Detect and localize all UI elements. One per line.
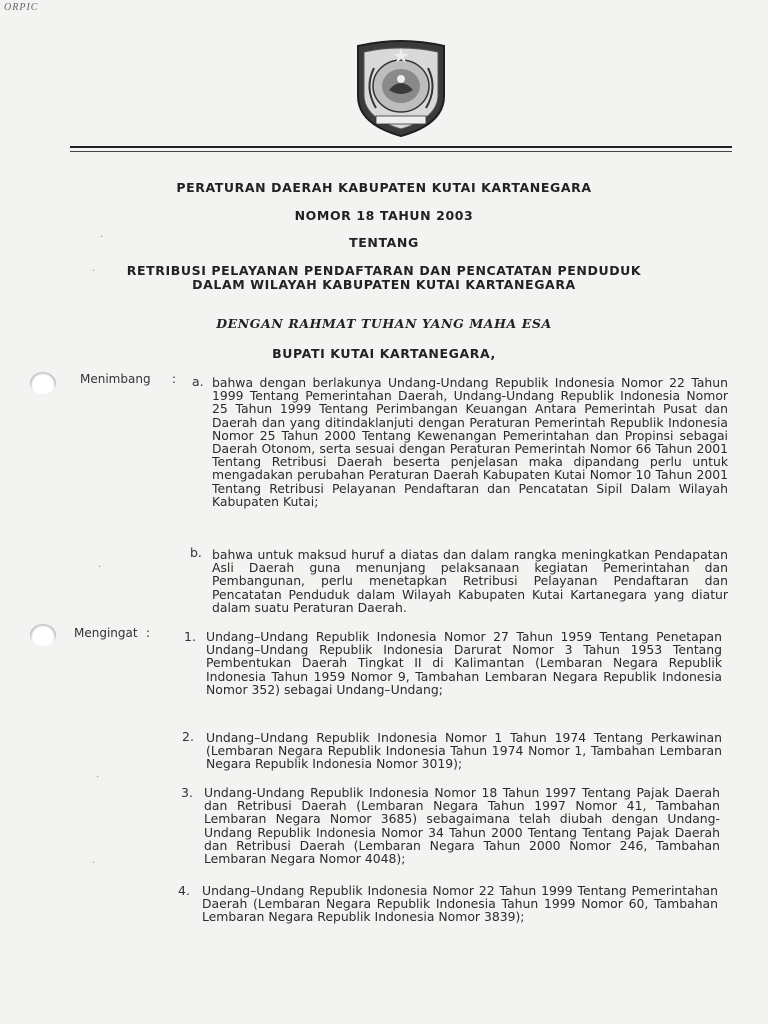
regulation-number: NOMOR 18 TAHUN 2003 (294, 208, 474, 223)
menimbang-item-a: bahwa dengan berlakunya Undang-Undang Republik Indonesia Nomor 22 Tahun 1999 Tentang Pemerintahan Daerah, Undang-Undang Republik Indonesia Nomor 25 Tahun 1999 Tentang Perimbangan Keuangan Antara Pemerintah Pusat dan Daerah dan yang ditindaklanjuti dengan Peraturan Pemerintah Republik Indonesia Nomor 25 Tahun 2000 Tentang Kewenangan Pemerintahan dan Propinsi sebagai Daerah Otonom, serta sesuai dengan Peraturan Pemerintah Nomor 66 Tahun 2001 Tentang Retribusi Daerah beserta penjelasan maka dipandang perlu untuk mengadakan perubahan Peraturan Daerah Kabupaten Kutai Nomor 10 Tahun 2001 Tentang Retribusi Pelayanan Pendaftaran dan Pencatatan Sipil Dalam Wilayah Kabupaten Kutai; (212, 375, 728, 509)
item-marker-a: a. (192, 374, 204, 389)
mengingat-item-3: Undang-Undang Republik Indonesia Nomor 18 Tahun 1997 Tentang Pajak Daerah dan Retribusi Daerah (Lembaran Negara Tahun 1997 Nomor 41, Tambahan Lembaran Negara Nomor 3685) sebagaimana telah diubah dengan Undang-Undang Republik Indonesia Nomor 34 Tahun 2000 Tentang Tentang Pajak Daerah dan Retribusi Daerah (Lembaran Negara Tahun 2000 Nomor 246, Tambahan Lembaran Negara Nomor 4048); (204, 785, 720, 867)
scan-margin-note: ORPIC (4, 2, 39, 13)
scan-speck: · (98, 562, 102, 573)
item-marker-2: 2. (182, 729, 194, 744)
menimbang-label: Menimbang (80, 372, 151, 386)
regulation-title: PERATURAN DAERAH KABUPATEN KUTAI KARTANEGARA (176, 180, 592, 195)
subject-line-1: RETRIBUSI PELAYANAN PENDAFTARAN DAN PENCATATAN PENDUDUK (126, 263, 642, 278)
punch-hole (30, 372, 56, 394)
scan-speck: · (100, 232, 104, 243)
item-marker-3: 3. (181, 785, 193, 800)
menimbang-item-b: bahwa untuk maksud huruf a diatas dan dalam rangka meningkatkan Pendapatan Asli Daerah guna menunjang pelaksanaan kegiatan Pemerintahan dan Pembangunan, perlu menetapkan Retribusi Pelayanan Pendaftaran dan Pencatatan Penduduk dalam Wilayah Kabupaten Kutai Kartanegara yang diatur dalam suatu Peraturan Daerah. (212, 547, 728, 615)
item-marker-1: 1. (184, 629, 196, 644)
scan-speck: · (92, 858, 96, 869)
menimbang-separator: : (172, 372, 177, 386)
subject-line-2: DALAM WILAYAH KABUPATEN KUTAI KARTANEGARA (192, 277, 576, 292)
authority: BUPATI KUTAI KARTANEGARA, (272, 346, 496, 361)
regulation-about: TENTANG (349, 235, 419, 250)
regulation-subject (0, 264, 768, 292)
header-rule-thin (70, 151, 732, 152)
mengingat-separator: : (146, 626, 151, 640)
item-marker-4: 4. (178, 883, 190, 898)
mengingat-item-4: Undang–Undang Republik Indonesia Nomor 22 Tahun 1999 Tentang Pemerintahan Daerah (Lembaran Negara Republik Indonesia Tahun 1999 Nomor 60, Tambahan Lembaran Negara Republik Indonesia Nomor 3839); (202, 883, 718, 925)
scan-speck: · (96, 772, 100, 783)
mengingat-label: Mengingat (74, 626, 138, 640)
mengingat-item-1: Undang–Undang Republik Indonesia Nomor 27 Tahun 1959 Tentang Penetapan Undang–Undang Republik Indonesia Darurat Nomor 3 Tahun 1953 Tentang Pembentukan Daerah Tingkat II di Kalimantan (Lembaran Negara Republik Indonesia Tahun 1959 Nomor 9, Tambahan Lembaran Negara Republik Indonesia Nomor 352) sebagai Undang–Undang; (206, 629, 722, 697)
mengingat-item-2: Undang–Undang Republik Indonesia Nomor 1 Tahun 1974 Tentang Perkawinan (Lembaran Negara Republik Indonesia Tahun 1974 Nomor 1, Tambahan Lembaran Negara Republik Indonesia Nomor 3019); (206, 730, 722, 772)
invocation: DENGAN RAHMAT TUHAN YANG MAHA ESA (216, 316, 552, 331)
scan-speck: · (92, 266, 96, 277)
punch-hole (30, 624, 56, 646)
header-rule (70, 146, 732, 148)
regency-seal-logo (352, 38, 450, 138)
item-marker-b: b. (190, 545, 202, 560)
